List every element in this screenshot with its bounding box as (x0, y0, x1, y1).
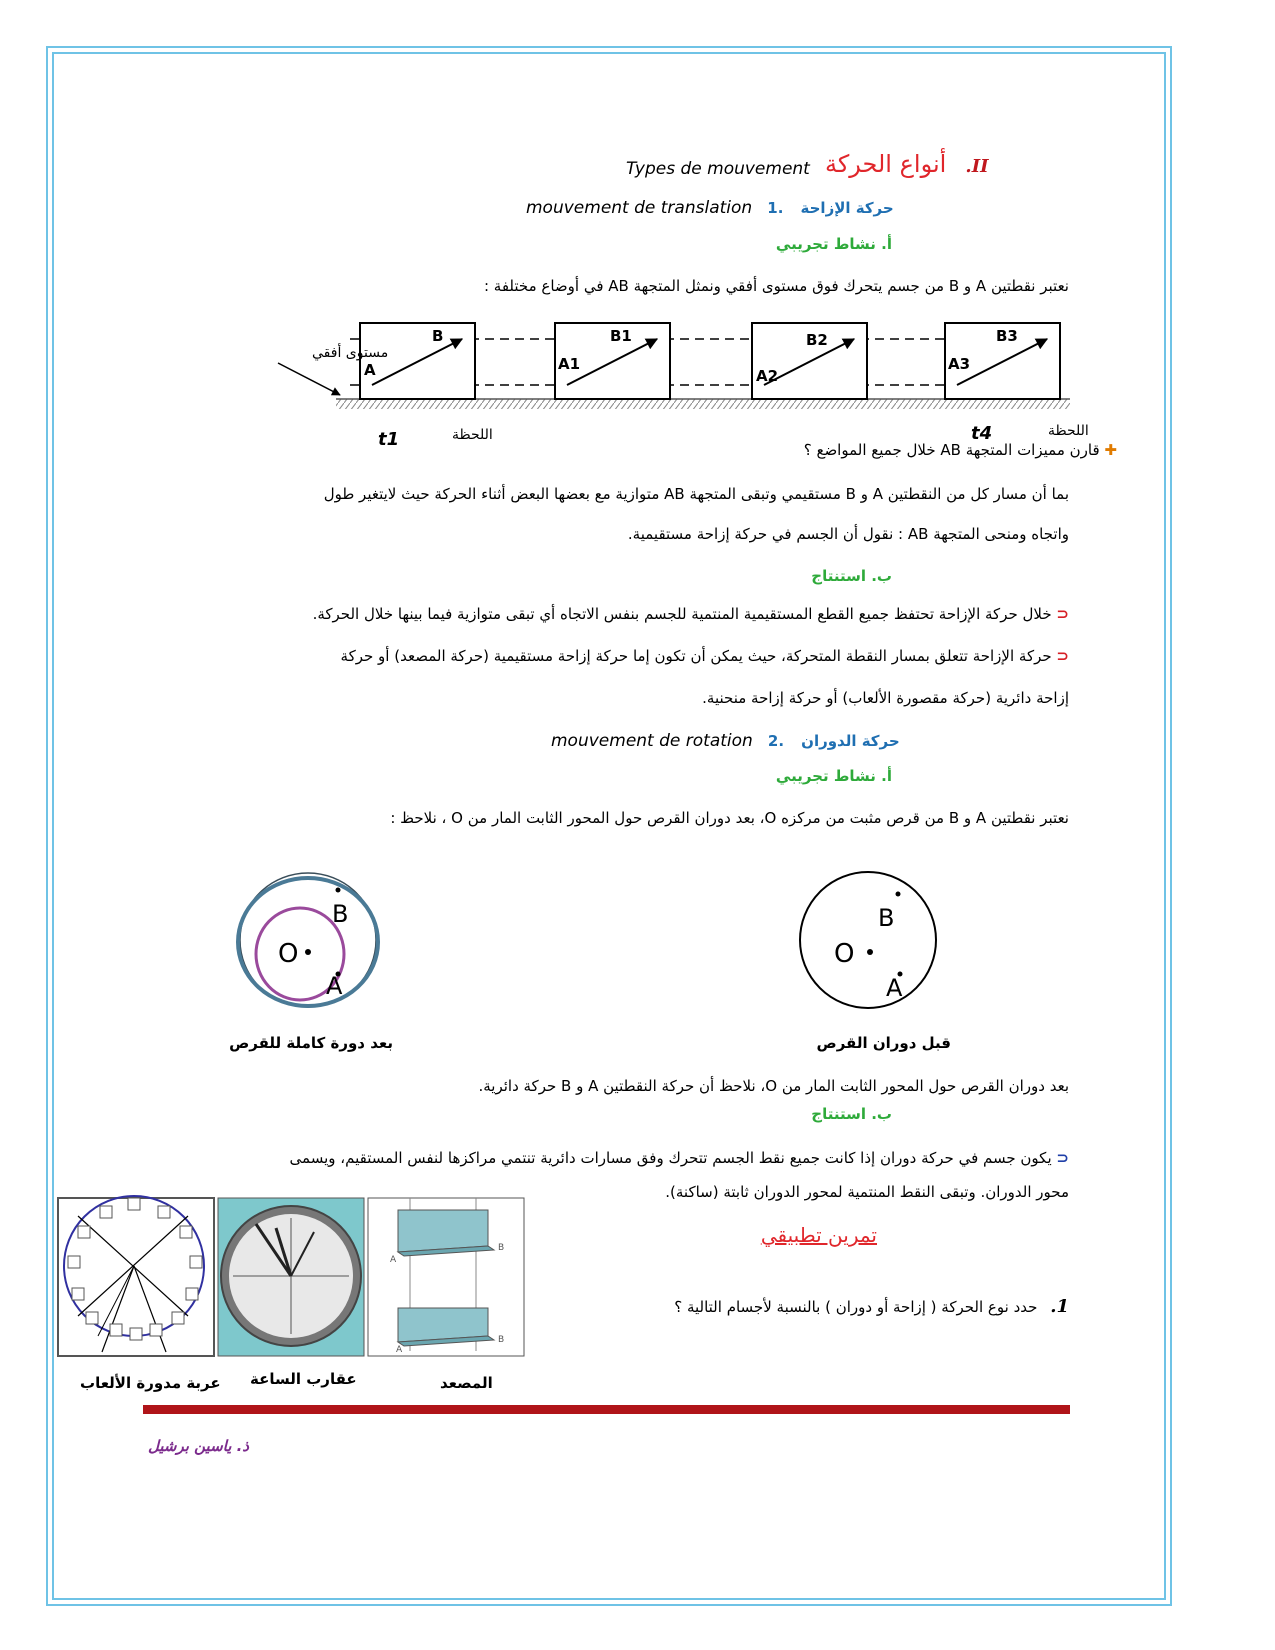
translation-title-ar: حركة الإزاحة (800, 199, 894, 217)
disc-before-b: B (878, 904, 895, 932)
box-2-a: A1 (558, 355, 581, 373)
rotation-number: .2 (767, 732, 785, 750)
elevator-a-top: A (390, 1255, 397, 1265)
conclusion-2a-text: حركة الإزاحة تتعلق بمسار النقطة المتحركة، حيث يمكن أن تكون إما حركة إزاحة مستقيمية (حركة المصعد) أو حركة (340, 647, 1052, 665)
box-4 (945, 323, 1060, 399)
label-elevator: المصعد (440, 1374, 493, 1392)
box-2-b: B1 (610, 327, 632, 345)
translation-heading (526, 198, 894, 218)
section-title-fr: Types de mouvement (626, 159, 810, 179)
rotation-conclusion-2: محور الدوران. وتبقى النقط المنتمية لمحور الدوران ثابتة (ساكنة). (665, 1183, 1069, 1201)
compare-question (804, 440, 1117, 460)
section-title-ar: أنواع الحركة (824, 150, 947, 178)
translation-intro: نعتبر نقطتين A و B من جسم يتحرك فوق مستوى أفقي ونمثل المتجهة AB في أوضاع مختلفة : (483, 277, 1069, 295)
ground-hatch (336, 399, 1070, 409)
exercise-q-number: 1. (1050, 1296, 1069, 1317)
disc-after-a: A (326, 972, 343, 1000)
translation-figure (200, 315, 1089, 455)
plane-label: مستوى أفقي (312, 345, 389, 361)
disc-before-a: A (886, 974, 903, 1002)
label-ferris-wheel: عربة مدورة الألعاب (80, 1374, 221, 1392)
rotation-activity-title: أ. نشاط تجريبي (775, 767, 892, 785)
author-signature: ذ. ياسين برشيل (148, 1437, 249, 1455)
t4-var: t4 (971, 423, 993, 444)
clock-image (218, 1198, 364, 1356)
arrow-bullet-icon: ⊂ (1056, 647, 1069, 665)
elevator-b-bottom: B (498, 1335, 505, 1345)
translation-conclusion-title: ب. استنتاج (811, 567, 892, 585)
conclusion-1-text: خلال حركة الإزاحة تحتفظ جميع القطع المستقيمية المنتمية للجسم بنفس الاتجاه أي تبقى متوازية فيما بينها خلال الحركة. (312, 605, 1052, 623)
plane-pointer-arrow (278, 363, 340, 395)
compare-text: قارن مميزات المتجهة AB خلال جميع المواضع ؟ (803, 441, 1100, 459)
box-1-a: A (364, 361, 376, 379)
exercise-question (674, 1297, 1069, 1317)
elevator-a-bottom: A (396, 1345, 403, 1355)
disc-before (800, 872, 936, 1008)
disc-before-o: O (834, 939, 855, 969)
ferris-wheel-image (58, 1196, 214, 1356)
rotation-conclusion-1-text: يكون جسم في حركة دوران إذا كانت جميع نقط الجسم تتحرك وفق مسارات دائرية تنتمي مراكزها لنفس المستقيم، ويسمى (289, 1149, 1052, 1167)
disc-after-caption: بعد دورة كاملة للقرص (229, 1034, 393, 1052)
translation-observation-2: واتجاه ومنحى المتجهة AB : نقول أن الجسم في حركة إزاحة مستقيمية. (627, 525, 1069, 543)
exercise-question-text: حدد نوع الحركة ( إزاحة أو دوران ) بالنسبة لأجسام التالية ؟ (674, 1298, 1038, 1316)
arrow-bullet-icon: ⊂ (1056, 1149, 1069, 1167)
translation-title-fr: mouvement de translation (526, 198, 753, 218)
section-number: .II (965, 156, 989, 177)
footer-divider (143, 1405, 1070, 1414)
rotation-heading (551, 731, 900, 751)
translation-activity-title: أ. نشاط تجريبي (775, 235, 892, 253)
box-2 (555, 323, 670, 399)
disc-after (238, 873, 378, 1007)
box-3-a: A2 (756, 367, 779, 385)
translation-observation-1: بما أن مسار كل من النقطتين A و B مستقيمي وتبقى المتجهة AB متوازية مع بعضها البعض أثناء الحركة حيث لايتغير طول (323, 485, 1069, 503)
rotation-title-ar: حركة الدوران (801, 732, 900, 750)
disc-after-b: B (332, 900, 349, 928)
elevator-image (368, 1198, 524, 1356)
box-4-a: A3 (948, 355, 971, 373)
rotation-title-fr: mouvement de rotation (551, 731, 753, 751)
disc-before-caption: قبل دوران القرص (816, 1034, 951, 1052)
t1-label: اللحظة (452, 427, 493, 443)
rotation-discs-figure (220, 870, 1020, 1010)
box-4-b: B3 (996, 327, 1018, 345)
box-3-b: B2 (806, 331, 828, 349)
t4-label: اللحظة (1048, 423, 1089, 439)
box-1 (360, 323, 475, 399)
t1-var: t1 (378, 429, 400, 450)
elevator-b-top: B (498, 1243, 505, 1253)
rotation-conclusion-title: ب. استنتاج (811, 1105, 892, 1123)
rotation-intro: نعتبر نقطتين A و B من قرص مثبت من مركزه O، بعد دوران القرص حول المحور الثابت المار من O ، نلاحظ : (390, 809, 1069, 827)
translation-conclusion-1 (313, 604, 1069, 624)
disc-after-o: O (278, 939, 299, 969)
box-3 (752, 323, 867, 399)
diamond-bullet-icon: ✚ (1104, 441, 1117, 459)
rotation-observation: بعد دوران القرص حول المحور الثابت المار من O، نلاحظ أن حركة النقطتين A و B حركة دائرية. (478, 1077, 1069, 1095)
translation-conclusion-2a (341, 646, 1069, 666)
exercise-title: تمرين تطبيقي (760, 1223, 877, 1247)
translation-number: .1 (767, 199, 784, 217)
exercise-images (58, 1196, 528, 1366)
rotation-conclusion-1 (290, 1148, 1069, 1168)
section-heading (626, 150, 989, 182)
label-clock-hands: عقارب الساعة (250, 1370, 357, 1388)
arrow-bullet-icon: ⊂ (1056, 605, 1069, 623)
translation-conclusion-2b: إزاحة دائرية (حركة مقصورة الألعاب) أو حركة إزاحة منحنية. (702, 689, 1069, 707)
box-1-b: B (432, 327, 444, 345)
